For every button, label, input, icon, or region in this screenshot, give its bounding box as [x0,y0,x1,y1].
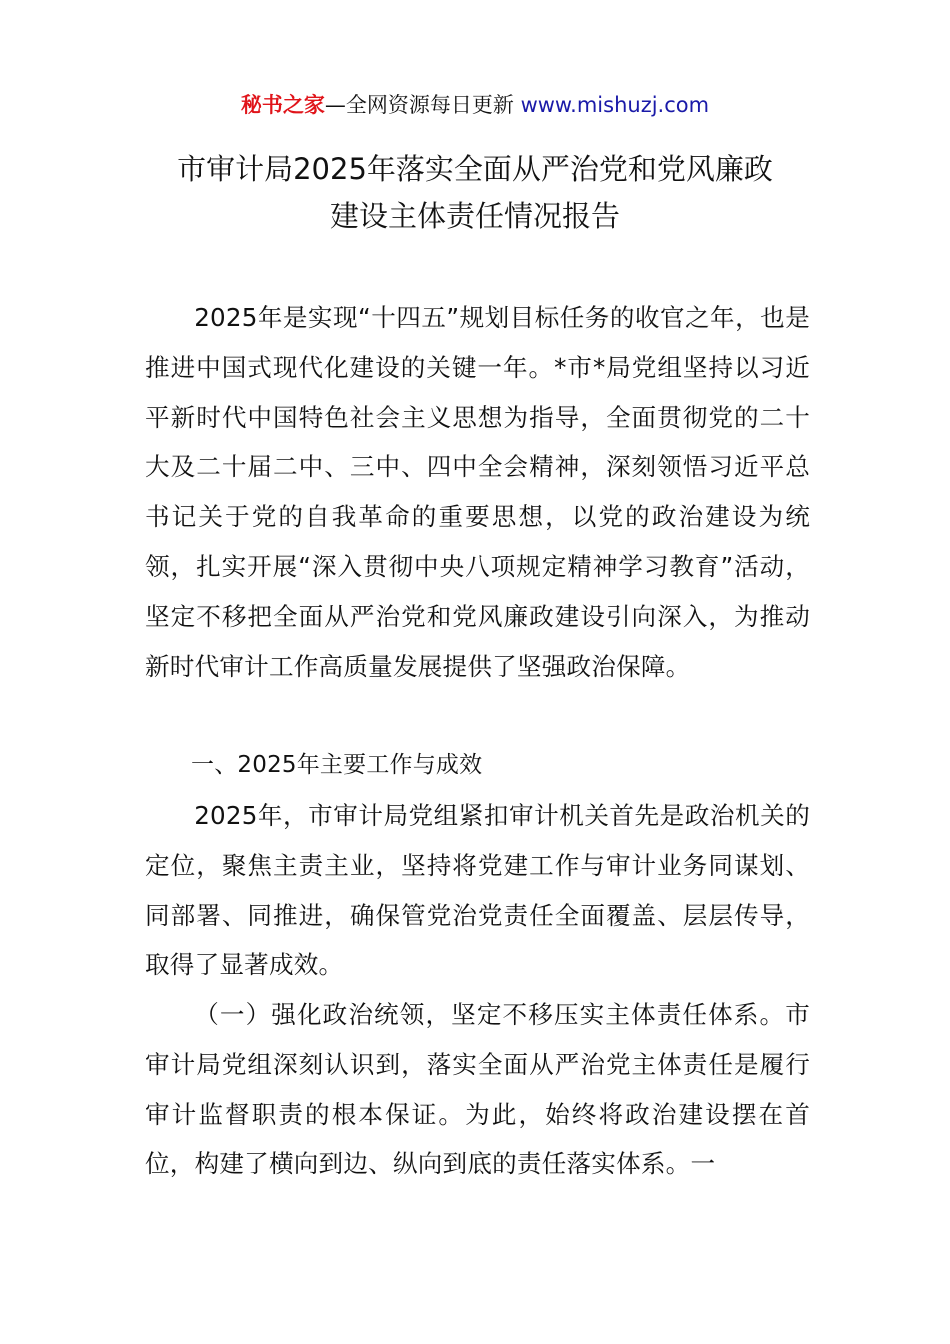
paragraph-overview: 2025年，市审计局党组紧扣审计机关首先是政治机关的定位，聚焦主责主业，坚持将党建工作与审计业务同谋划、同部署、同推进，确保管党治党责任全面覆盖、层层传导，取得了显著成效。 [145,801,810,980]
document-title-line-2: 建设主体责任情况报告 [329,199,620,233]
document-title [60,146,890,240]
paragraph-intro: 2025年是实现“十四五”规划目标任务的收官之年，也是推进中国式现代化建设的关键一年。*市*局党组坚持以习近平新时代中国特色社会主义思想为指导，全面贯彻党的二十大及二十届二中、三中、四中全会精神，深刻领悟习近平总书记关于党的自我革命的重要思想，以党的政治建设为统领，扎实开展“深入贯彻中央八项规定精神学习教育”活动，坚定不移把全面从严治党和党风廉政建设引向深入，为推动新时代审计工作高质量发展提供了坚强政治保障。 [145,303,810,681]
site-header [0,88,950,122]
paragraph-subsection-1: （一）强化政治统领，坚定不移压实主体责任体系。市审计局党组深刻认识到，落实全面从严治党主体责任是履行审计监督职责的根本保证。为此，始终将政治建设摆在首位，构建了横向到边、纵向到底的责任落实体系。一 [145,1000,810,1179]
site-tagline: —全网资源每日更新 [324,93,514,117]
section-heading: 一、2025年主要工作与成效 [191,752,483,778]
site-brand: 秘书之家 [240,93,325,117]
document-title-line-1: 市审计局2025年落实全面从严治党和党风廉政 [177,152,773,186]
site-url-link[interactable]: www.mishuzj.com [520,93,710,117]
